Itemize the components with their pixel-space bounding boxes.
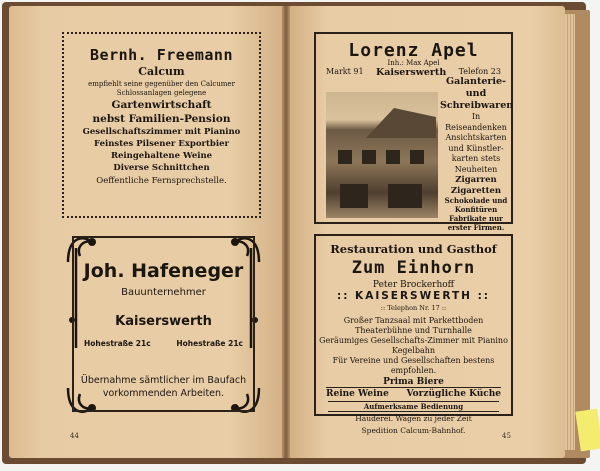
ad-tagline: empfiehlt seine gegenüber den Calcumer Schlossanlagen gelegene: [88, 80, 235, 97]
ad-line: Diverse Schnittchen: [113, 163, 210, 173]
ad-service: Aufmerksame Bedienung: [328, 401, 499, 412]
ad-text: karten stets: [451, 154, 501, 163]
ad-line: Feinstes Pilsener Exportbier: [94, 139, 229, 149]
ad-address-row: [84, 339, 243, 348]
ad-text: und Künstler-: [448, 143, 504, 153]
ad-text: Ansichtskarten: [445, 133, 507, 142]
ad-text: Fabrikate nur: [449, 214, 503, 223]
ad-hafeneger: [72, 236, 255, 412]
ad-text: Geräumiges Gesellschafts-Zimmer mit Pianino: [319, 336, 508, 345]
building-window: [386, 150, 400, 164]
ad-address-right: Hohestraße 21c: [176, 339, 243, 348]
ad-freemann: [62, 32, 261, 218]
ad-body: [316, 316, 511, 376]
ad-text: Für Vereine und Gesellschaften bestens empfohlen.: [332, 356, 495, 375]
ad-line: Reingehaltene Weine: [110, 151, 213, 161]
ad-text: Zigaretten: [450, 185, 502, 196]
building-roof: [366, 108, 436, 138]
ad-text: Schokolade und: [444, 196, 508, 205]
ad-city: Kaiserswerth: [115, 314, 212, 329]
ad-footer-line: Übernahme sämtlicher im Baufach: [80, 375, 247, 386]
ad-heading: Restauration und Gasthof: [330, 242, 497, 256]
ad-title: Joh. Hafeneger: [83, 260, 244, 282]
building-window: [410, 150, 424, 164]
ad-line: Gartenwirtschaft: [111, 99, 212, 111]
ad-phone: Telefon 23: [458, 67, 501, 76]
ad-address-left: Hohestraße 21c: [84, 339, 151, 348]
ad-footer-line: Hauderei. Wagen zu jeder Zeit: [355, 414, 472, 423]
ad-footer-line: Spedition Calcum-Bahnhof.: [361, 426, 466, 435]
ad-city: :: KAISERSWERTH ::: [337, 290, 490, 302]
ad-goods: Galanterie- und: [446, 76, 506, 99]
page-number-left: 44: [70, 432, 79, 440]
page-edges: [565, 14, 575, 450]
ad-goods: Schreibwaren: [440, 100, 514, 111]
ad-side-text: [440, 76, 512, 232]
ad-owner: Peter Brockerhoff: [372, 280, 455, 290]
ad-wine-row: [326, 387, 501, 399]
ad-line: Gesellschaftszimmer mit Pianino: [82, 127, 241, 137]
page-number-right: 45: [502, 432, 511, 440]
ad-text: Neuheiten: [454, 164, 498, 174]
shop-window: [340, 184, 368, 208]
ad-phone: :: Telephon Nr. 17 ::: [380, 304, 447, 312]
ad-beer: Prima Biere: [383, 377, 444, 387]
ad-text: erster Firmen.: [447, 223, 505, 232]
ad-trade: Bauunternehmer: [121, 287, 206, 298]
ad-title: Bernh. Freemann: [90, 46, 233, 64]
ad-line: Oeffentliche Fernsprechstelle.: [96, 176, 227, 186]
building-window: [338, 150, 352, 164]
ad-text: In: [471, 112, 481, 121]
ad-text: Theaterbühne und Turnhalle: [355, 326, 472, 335]
ad-einhorn: [314, 234, 513, 435]
ad-kitchen: Vorzügliche Küche: [406, 389, 501, 399]
ad-footer-line: vorkommenden Arbeiten.: [102, 388, 225, 399]
sticky-note-tab: [575, 409, 600, 452]
ad-text: Großer Tanzsaal mit Parkettboden: [343, 316, 484, 325]
ad-text: Konfitüren: [454, 205, 498, 214]
ad-text: Kegelbahn: [391, 346, 436, 355]
ad-market: Markt 91: [326, 67, 364, 76]
ad-city: Kaiserswerth: [375, 67, 447, 78]
building-window: [362, 150, 376, 164]
ad-wine: Reine Weine: [326, 389, 389, 399]
ad-apel: [314, 32, 514, 232]
ad-title: Lorenz Apel: [348, 40, 479, 61]
ad-owner: Inh.: Max Apel: [387, 59, 440, 67]
ad-line: nebst Familien-Pension: [92, 113, 231, 125]
shop-photo: [326, 92, 438, 218]
shop-window: [388, 184, 422, 208]
ad-text: Zigarren: [455, 175, 497, 185]
ad-text: Reiseandenken: [445, 122, 507, 132]
ad-place: Calcum: [138, 65, 185, 78]
ad-title: Zum Einhorn: [351, 258, 476, 278]
book-gutter: [282, 6, 290, 458]
